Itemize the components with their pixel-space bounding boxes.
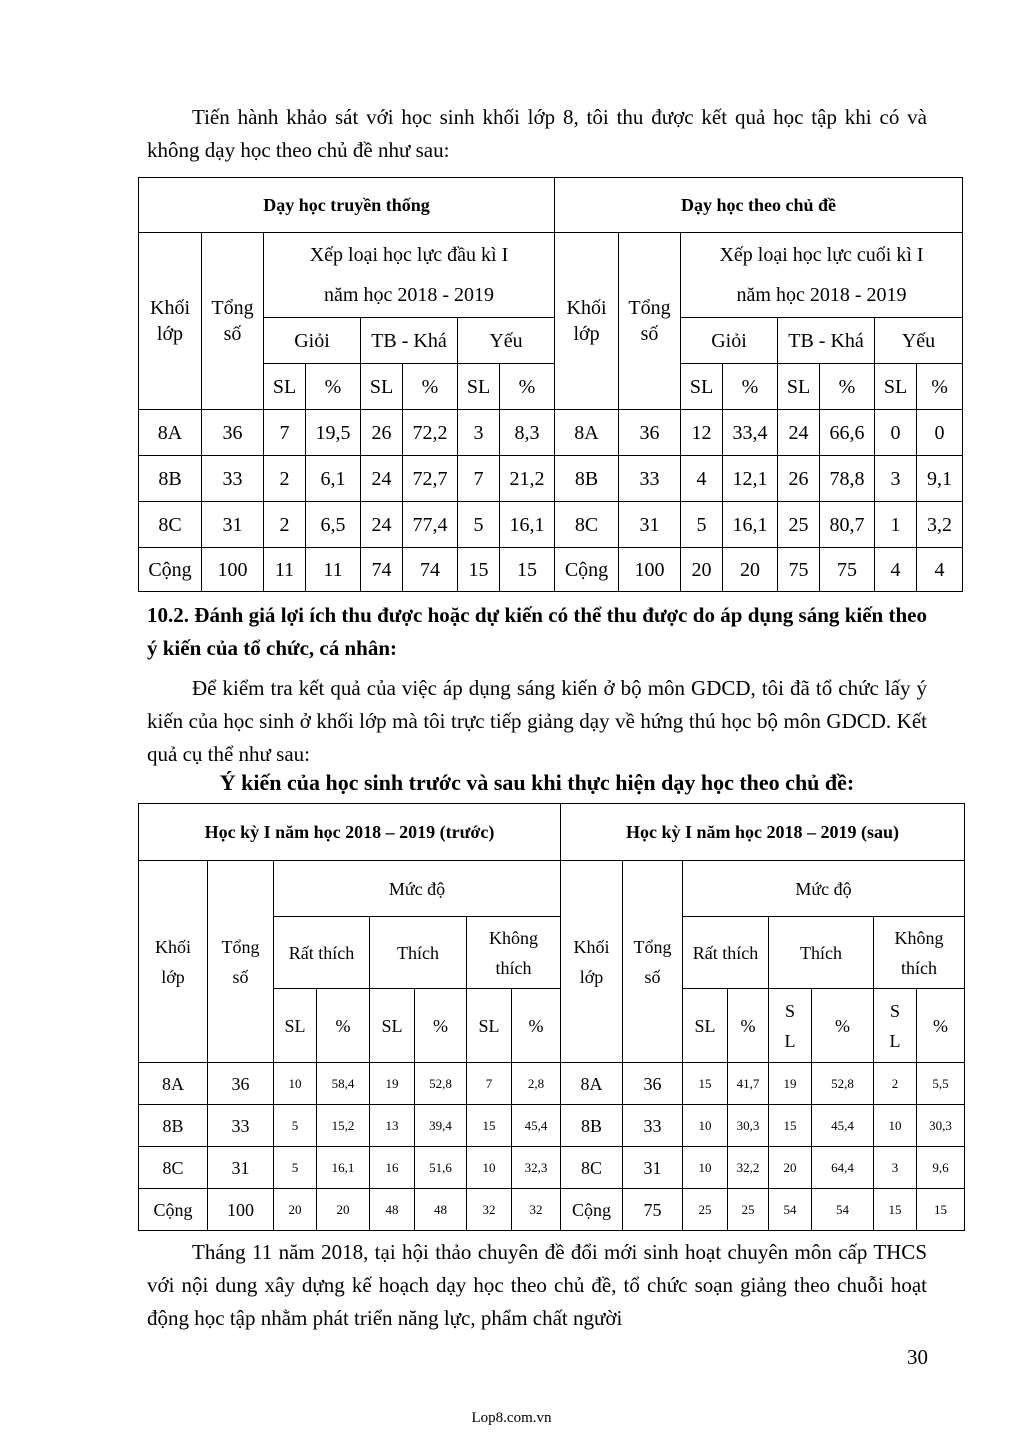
- cell: 3,2: [917, 502, 963, 548]
- sl-header-stacked: S L: [769, 989, 812, 1063]
- cell: 100: [619, 548, 681, 592]
- cell: 8A: [555, 410, 619, 456]
- cell: 45,4: [512, 1105, 561, 1147]
- cell: 16: [370, 1147, 415, 1189]
- cell: 2,8: [512, 1063, 561, 1105]
- cell: 20: [769, 1147, 812, 1189]
- khoi-lop-header: Khối lớp: [555, 233, 619, 410]
- sl-header: SL: [683, 989, 728, 1063]
- cell: 8A: [139, 1063, 208, 1105]
- table-row: [139, 502, 963, 548]
- cell: Cộng: [139, 1189, 208, 1231]
- cell: 31: [619, 502, 681, 548]
- sl-header: SL: [681, 364, 723, 410]
- pct-header: %: [415, 989, 467, 1063]
- tong-so-header: Tổng số: [623, 861, 683, 1063]
- cell: 15: [769, 1105, 812, 1147]
- cell: 5: [274, 1147, 317, 1189]
- cell: 41,7: [728, 1063, 769, 1105]
- cell: 13: [370, 1105, 415, 1147]
- cell: 36: [202, 410, 264, 456]
- opinion-table: [138, 803, 965, 1231]
- cell: Cộng: [561, 1189, 623, 1231]
- cell: 24: [778, 410, 820, 456]
- pct-header: %: [306, 364, 361, 410]
- cell: 8C: [139, 1147, 208, 1189]
- cell: 20: [681, 548, 723, 592]
- pct-header: %: [403, 364, 458, 410]
- cell: 15: [917, 1189, 965, 1231]
- cell: 5,5: [917, 1063, 965, 1105]
- cell: 8C: [561, 1147, 623, 1189]
- cell: 31: [623, 1147, 683, 1189]
- pct-header: %: [917, 364, 963, 410]
- sl-header: SL: [467, 989, 512, 1063]
- cell: 33: [623, 1105, 683, 1147]
- cell: 8C: [139, 502, 202, 548]
- cell: 74: [361, 548, 403, 592]
- cell: 31: [202, 502, 264, 548]
- closing-paragraph: Tháng 11 năm 2018, tại hội thảo chuyên đề đổi mới sinh hoạt chuyên môn cấp THCS với nội dung xây dựng kế hoạch dạy học theo chủ đề, tổ chức soạn giảng theo chuỗi hoạt động học tập nhằm phát triển năng lực, phẩm chất người: [147, 1240, 927, 1330]
- cell: 5: [274, 1105, 317, 1147]
- tb-kha-header: TB - Khá: [778, 318, 875, 364]
- cell: 52,8: [812, 1063, 874, 1105]
- cell: 8B: [139, 1105, 208, 1147]
- cell: 75: [623, 1189, 683, 1231]
- cell: 21,2: [500, 456, 555, 502]
- cell: 26: [361, 410, 403, 456]
- cell: 11: [264, 548, 306, 592]
- cell: 33: [208, 1105, 274, 1147]
- cell: 33: [619, 456, 681, 502]
- pct-header: %: [317, 989, 370, 1063]
- cell: 64,4: [812, 1147, 874, 1189]
- sl-header: SL: [274, 989, 317, 1063]
- cell: 19: [769, 1063, 812, 1105]
- cell: 48: [415, 1189, 467, 1231]
- tong-so-header: Tổng số: [619, 233, 681, 410]
- cell: 36: [623, 1063, 683, 1105]
- khoi-lop-header: Khối lớp: [139, 861, 208, 1063]
- table-row: [139, 456, 963, 502]
- cell: 26: [778, 456, 820, 502]
- thich-header: Thích: [769, 917, 874, 989]
- sl-header: SL: [361, 364, 403, 410]
- cell: 32: [512, 1189, 561, 1231]
- cell: 3: [875, 456, 917, 502]
- cell: 6,5: [306, 502, 361, 548]
- yeu-header: Yếu: [458, 318, 555, 364]
- right-xep-loai-header: Xếp loại học lực cuối kì I năm học 2018 - 2019: [681, 233, 963, 318]
- table-row: [139, 410, 963, 456]
- cell: 36: [208, 1063, 274, 1105]
- cell: 25: [778, 502, 820, 548]
- cell: 0: [917, 410, 963, 456]
- cell: 8,3: [500, 410, 555, 456]
- khong-thich-header: Không thích: [874, 917, 965, 989]
- cell: 36: [619, 410, 681, 456]
- cell: 48: [370, 1189, 415, 1231]
- sl-header: SL: [370, 989, 415, 1063]
- cell: 19: [370, 1063, 415, 1105]
- cell: 30,3: [917, 1105, 965, 1147]
- cell: 0: [875, 410, 917, 456]
- cell: 10: [874, 1105, 917, 1147]
- muc-do-header: Mức độ: [683, 861, 965, 917]
- cell: 15: [874, 1189, 917, 1231]
- cell: 2: [264, 502, 306, 548]
- cell: 8A: [561, 1063, 623, 1105]
- section-heading: 10.2. Đánh giá lợi ích thu được hoặc dự kiến có thể thu được do áp dụng sáng kiến theo ý kiến của tổ chức, cá nhân:: [147, 603, 927, 660]
- pct-header: %: [512, 989, 561, 1063]
- cell: 32,3: [512, 1147, 561, 1189]
- cell: 1: [875, 502, 917, 548]
- cell: 8C: [555, 502, 619, 548]
- cell: 25: [728, 1189, 769, 1231]
- cell: 4: [917, 548, 963, 592]
- cell: 25: [683, 1189, 728, 1231]
- cell: Cộng: [555, 548, 619, 592]
- cell: 10: [683, 1105, 728, 1147]
- cell: 5: [681, 502, 723, 548]
- cell: 52,8: [415, 1063, 467, 1105]
- sl-header: SL: [875, 364, 917, 410]
- cell: 12: [681, 410, 723, 456]
- cell: 16,1: [500, 502, 555, 548]
- cell: 4: [875, 548, 917, 592]
- khong-thich-header: Không thích: [467, 917, 561, 989]
- cell: 3: [874, 1147, 917, 1189]
- cell: 8A: [139, 410, 202, 456]
- pct-header: %: [728, 989, 769, 1063]
- rat-thich-header: Rất thích: [683, 917, 769, 989]
- cell: 51,6: [415, 1147, 467, 1189]
- cell: 7: [467, 1063, 512, 1105]
- results-table: [138, 177, 963, 592]
- pct-header: %: [917, 989, 965, 1063]
- cell: 7: [264, 410, 306, 456]
- cell: 10: [683, 1147, 728, 1189]
- cell: 4: [681, 456, 723, 502]
- cell: 74: [403, 548, 458, 592]
- cell: 32,2: [728, 1147, 769, 1189]
- footer-watermark: Lop8.com.vn: [471, 1410, 552, 1426]
- cell: 15,2: [317, 1105, 370, 1147]
- khoi-lop-header: Khối lớp: [139, 233, 202, 410]
- cell: 3: [458, 410, 500, 456]
- cell: 78,8: [820, 456, 875, 502]
- cell: 8B: [561, 1105, 623, 1147]
- cell: 9,6: [917, 1147, 965, 1189]
- cell: 39,4: [415, 1105, 467, 1147]
- left-xep-loai-header: Xếp loại học lực đầu kì I năm học 2018 - 2019: [264, 233, 555, 318]
- cell: 15: [500, 548, 555, 592]
- section-paragraph: Để kiểm tra kết quả của việc áp dụng sáng kiến ở bộ môn GDCD, tôi đã tổ chức lấy ý kiến của học sinh ở khối lớp mà tôi trực tiếp giảng dạy về hứng thú học bộ môn GDCD. Kết quả cụ thể như sau:: [147, 676, 927, 766]
- page-number: 30: [907, 1345, 928, 1369]
- cell: Cộng: [139, 548, 202, 592]
- khoi-lop-header: Khối lớp: [561, 861, 623, 1063]
- cell: 16,1: [317, 1147, 370, 1189]
- thich-header: Thích: [370, 917, 467, 989]
- rat-thich-header: Rất thích: [274, 917, 370, 989]
- cell: 77,4: [403, 502, 458, 548]
- cell: 75: [820, 548, 875, 592]
- cell: 12,1: [723, 456, 778, 502]
- cell: 15: [458, 548, 500, 592]
- sl-header-stacked: S L: [874, 989, 917, 1063]
- table-row: [139, 1189, 965, 1231]
- cell: 20: [317, 1189, 370, 1231]
- tong-so-header: Tổng số: [202, 233, 264, 410]
- table-row: [139, 1105, 965, 1147]
- right-group-title: Học kỳ I năm học 2018 – 2019 (sau): [561, 804, 965, 861]
- cell: 33,4: [723, 410, 778, 456]
- cell: 8B: [139, 456, 202, 502]
- cell: 100: [208, 1189, 274, 1231]
- cell: 7: [458, 456, 500, 502]
- cell: 33: [202, 456, 264, 502]
- table-row: [139, 1063, 965, 1105]
- intro-paragraph: Tiến hành khảo sát với học sinh khối lớp 8, tôi thu được kết quả học tập khi có và không dạy học theo chủ đề như sau:: [147, 105, 927, 162]
- cell: 19,5: [306, 410, 361, 456]
- gioi-header: Giỏi: [681, 318, 778, 364]
- pct-header: %: [820, 364, 875, 410]
- cell: 11: [306, 548, 361, 592]
- sl-header: SL: [264, 364, 306, 410]
- table2-caption: Ý kiến của học sinh trước và sau khi thực hiện dạy học theo chủ đề:: [219, 770, 855, 795]
- cell: 9,1: [917, 456, 963, 502]
- cell: 54: [769, 1189, 812, 1231]
- cell: 72,2: [403, 410, 458, 456]
- cell: 20: [723, 548, 778, 592]
- cell: 24: [361, 456, 403, 502]
- pct-header: %: [812, 989, 874, 1063]
- sl-header: SL: [778, 364, 820, 410]
- cell: 2: [874, 1063, 917, 1105]
- cell: 80,7: [820, 502, 875, 548]
- cell: 30,3: [728, 1105, 769, 1147]
- right-group-title: Dạy học theo chủ đề: [555, 178, 963, 233]
- cell: 45,4: [812, 1105, 874, 1147]
- cell: 8B: [555, 456, 619, 502]
- cell: 15: [467, 1105, 512, 1147]
- pct-header: %: [723, 364, 778, 410]
- cell: 24: [361, 502, 403, 548]
- cell: 54: [812, 1189, 874, 1231]
- cell: 75: [778, 548, 820, 592]
- table-row: [139, 548, 963, 592]
- cell: 2: [264, 456, 306, 502]
- pct-header: %: [500, 364, 555, 410]
- cell: 16,1: [723, 502, 778, 548]
- tb-kha-header: TB - Khá: [361, 318, 458, 364]
- muc-do-header: Mức độ: [274, 861, 561, 917]
- cell: 5: [458, 502, 500, 548]
- cell: 72,7: [403, 456, 458, 502]
- left-group-title: Dạy học truyền thống: [139, 178, 555, 233]
- gioi-header: Giỏi: [264, 318, 361, 364]
- cell: 10: [467, 1147, 512, 1189]
- left-group-title: Học kỳ I năm học 2018 – 2019 (trước): [139, 804, 561, 861]
- cell: 31: [208, 1147, 274, 1189]
- sl-header: SL: [458, 364, 500, 410]
- cell: 32: [467, 1189, 512, 1231]
- tong-so-header: Tổng số: [208, 861, 274, 1063]
- cell: 10: [274, 1063, 317, 1105]
- yeu-header: Yếu: [875, 318, 963, 364]
- table-row: [139, 1147, 965, 1189]
- cell: 20: [274, 1189, 317, 1231]
- cell: 15: [683, 1063, 728, 1105]
- cell: 66,6: [820, 410, 875, 456]
- cell: 58,4: [317, 1063, 370, 1105]
- cell: 6,1: [306, 456, 361, 502]
- cell: 100: [202, 548, 264, 592]
